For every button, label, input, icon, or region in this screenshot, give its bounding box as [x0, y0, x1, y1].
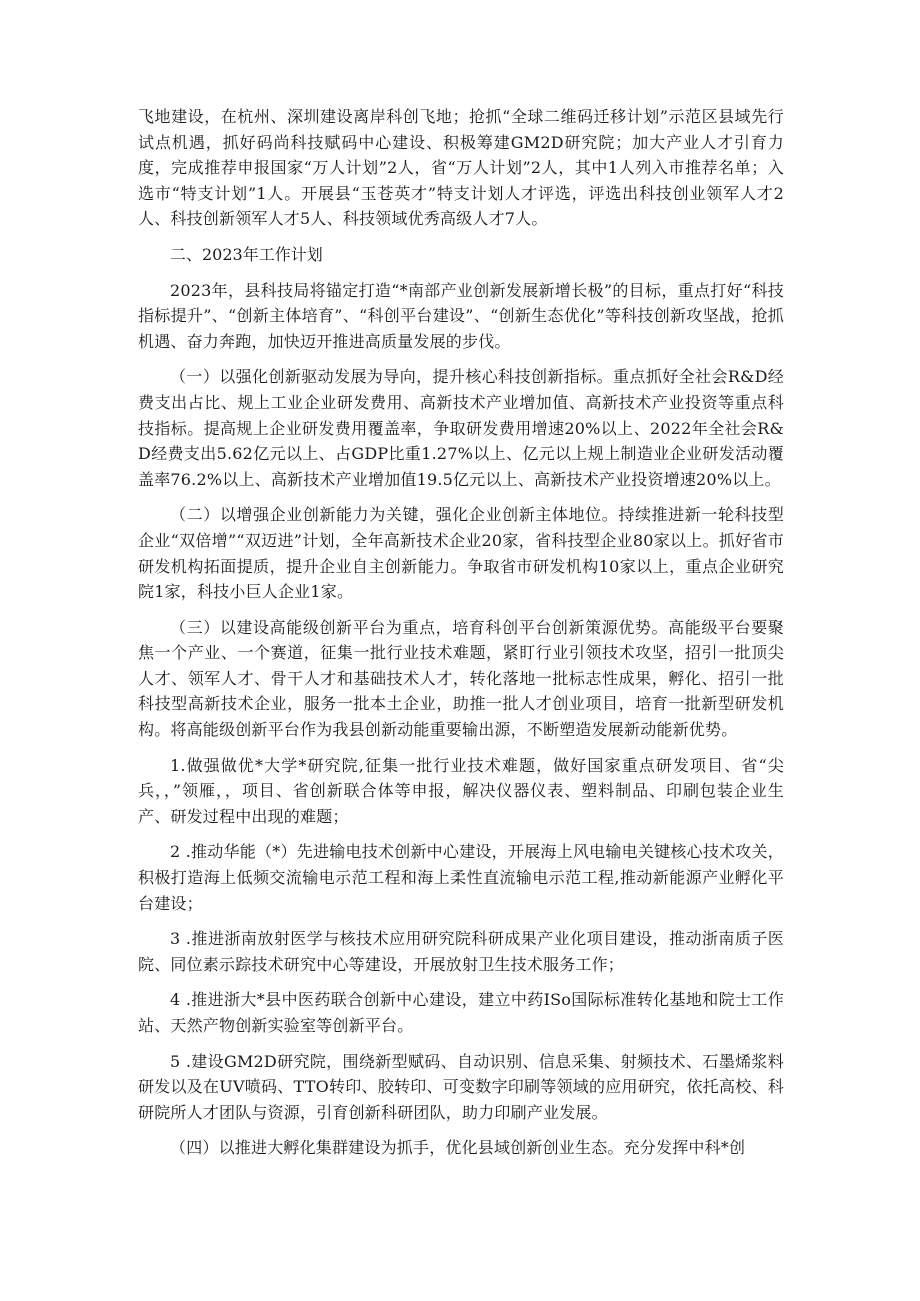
paragraph-item-2-enterprises: （二）以增强企业创新能力为关键，强化企业创新主体地位。持续推进新一轮科技型企业“双倍增”“双迈进”计划，全年高新技术企业20家，省科技型企业80家以上。抓好省市研发机构拓面提质，提升企业自主创新能力。争取省市研发机构10家以上，重点企业研究院1家，科技小巨人企业1家。 [138, 505, 784, 602]
paragraph-2023-intro: 2023年，县科技局将锚定打造“*南部产业创新发展新增长极”的目标，重点打好“科技指标提升”、“创新主体培育”、“科创平台建设”、“创新生态优化”等科技创新攻坚战，抢抓机遇、奋力奔跑，加快迈开推进高质量发展的步伐。 [138, 280, 784, 351]
list-item-5: 5 .建设GM2D研究院，围绕新型赋码、自动识别、信息采集、射频技术、石墨烯浆料研发以及在UV喷码、TTO转印、胶转印、可变数字印刷等领域的应用研究，依托高校、科研院所人才团队与资源，引育创新科研团队，助力印刷产业发展。 [138, 1051, 784, 1122]
list-item-3: 3 .推进浙南放射医学与核技术应用研究院科研成果产业化项目建设，推动浙南质子医院、同位素示踪技术研究中心等建设，开展放射卫生技术服务工作； [138, 929, 784, 974]
paragraph-item-3-platforms: （三）以建设高能级创新平台为重点，培育科创平台创新策源优势。高能级平台要聚焦一个产业、一个赛道，征集一批行业技术难题，紧盯行业引领技术攻坚，招引一批顶尖人才、领军人才、骨干人才和基础技术人才，转化落地一批标志性成果，孵化、招引一批科技型高新技术企业，服务一批本土企业，助推一批人才创业项目，培育一批新型研发机构。将高能级创新平台作为我县创新动能重要输出源，不断塑造发展新动能新优势。 [138, 617, 784, 740]
section-heading-2023-plan: 二、2023年工作计划 [170, 244, 323, 264]
document-body [138, 104, 784, 1171]
paragraph-talent-work: 飞地建设，在杭州、深圳建设离岸科创飞地；抢抓“全球二维码迁移计划”示范区县域先行试点机遇，抓好码尚科技赋码中心建设、积极筹建GM2D研究院；加大产业人才引育力度，完成推荐申报国家“万人计划”2人，省“万人计划”2人，其中1人列入市推荐名单；入选市“特支计划”1人。开展县“玉苍英才”特支计划人才评选，评选出科技创业领军人才2人、科技创新领军人才5人、科技领域优秀高级人才7人。 [138, 107, 784, 229]
list-item-2: 2 .推动华能（*）先进输电技术创新中心建设，开展海上风电输电关键核心技术攻关，积极打造海上低频交流输电示范工程和海上柔性直流输电示范工程,推动新能源产业孵化平台建设； [138, 842, 784, 913]
paragraph-item-1-indicators: （一）以强化创新驱动发展为导向，提升核心科技创新指标。重点抓好全社会R&D经费支出占比、规上工业企业研发费用、高新技术产业增加值、高新技术产业投资等重点科技指标。提高规上企业研发费用覆盖率，争取研发费用增速20%以上、2022年全社会R&D经费支出5.62亿元以上、占GDP比重1.27%以上、亿元以上规上制造业企业研发活动覆盖率76.2%以上、高新技术产业增加值19.5亿元以上、高新技术产业投资增速20%以上。 [138, 367, 784, 489]
list-item-4: 4 .推进浙大*县中医药联合创新中心建设，建立中药ISo国际标准转化基地和院士工作站、天然产物创新实验室等创新平台。 [138, 990, 784, 1035]
list-item-1: 1.做强做优*大学*研究院,征集一批行业技术难题，做好国家重点研发项目、省“尖兵，，”领雁，，项目、省创新联合体等申报，解决仪器仪表、塑料制品、印刷包装企业生产、研发过程中出现的难题； [138, 755, 784, 826]
paragraph-item-4-incubation: （四）以推进大孵化集群建设为抓手，优化县域创新创业生态。充分发挥中科*创 [170, 1138, 746, 1158]
